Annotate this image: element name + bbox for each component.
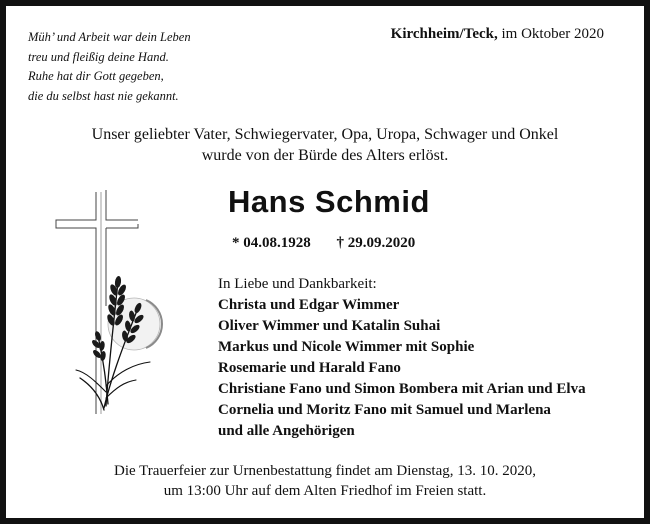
deceased-name: Hans Schmid <box>228 184 430 219</box>
poem-line: treu und fleißig deine Hand. <box>28 49 169 64</box>
mourner-entry: Oliver Wimmer und Katalin Suhai <box>218 318 441 334</box>
mourner-entry: Christiane Fano und Simon Bombera mit Arian und Elva <box>218 381 586 397</box>
mourner-entry: Rosemarie und Harald Fano <box>218 360 401 376</box>
life-dates <box>232 235 415 252</box>
announcement-line: Unser geliebter Vater, Schwiegervater, Opa, Uropa, Schwager und Onkel <box>91 126 559 143</box>
place-and-date <box>391 26 604 43</box>
announcement-line: wurde von der Bürde des Alters erlöst. <box>201 147 449 164</box>
service-line: Die Trauerfeier zur Urnenbestattung findet am Dienstag, 13. 10. 2020, <box>114 463 536 479</box>
poem-line: die du selbst hast nie gekannt. <box>28 88 179 103</box>
date: im Oktober 2020 <box>501 26 604 42</box>
funeral-service-info <box>6 461 644 501</box>
mourner-entry: Cornelia und Moritz Fano mit Samuel und Marlena <box>218 402 551 418</box>
death-date: † 29.09.2020 <box>336 235 416 251</box>
poem-line: Müh’ und Arbeit war dein Leben <box>28 30 191 44</box>
mourners-list <box>218 274 586 442</box>
cross-with-wheat-icon <box>46 186 176 416</box>
poem-line: Ruhe hat dir Gott gegeben, <box>28 69 164 83</box>
service-line: um 13:00 Uhr auf dem Alten Friedhof im Freien statt. <box>163 483 487 499</box>
birth-date: * 04.08.1928 <box>232 235 311 251</box>
mourner-entry: und alle Angehörigen <box>218 423 355 439</box>
mourner-entry: Markus und Nicole Wimmer mit Sophie <box>218 339 475 355</box>
memorial-poem <box>28 28 191 106</box>
mourners-intro: In Liebe und Dankbarkeit: <box>218 276 377 292</box>
mourner-entry: Christa und Edgar Wimmer <box>218 297 400 313</box>
place: Kirchheim/Teck, <box>390 26 498 42</box>
announcement-text <box>6 124 644 166</box>
